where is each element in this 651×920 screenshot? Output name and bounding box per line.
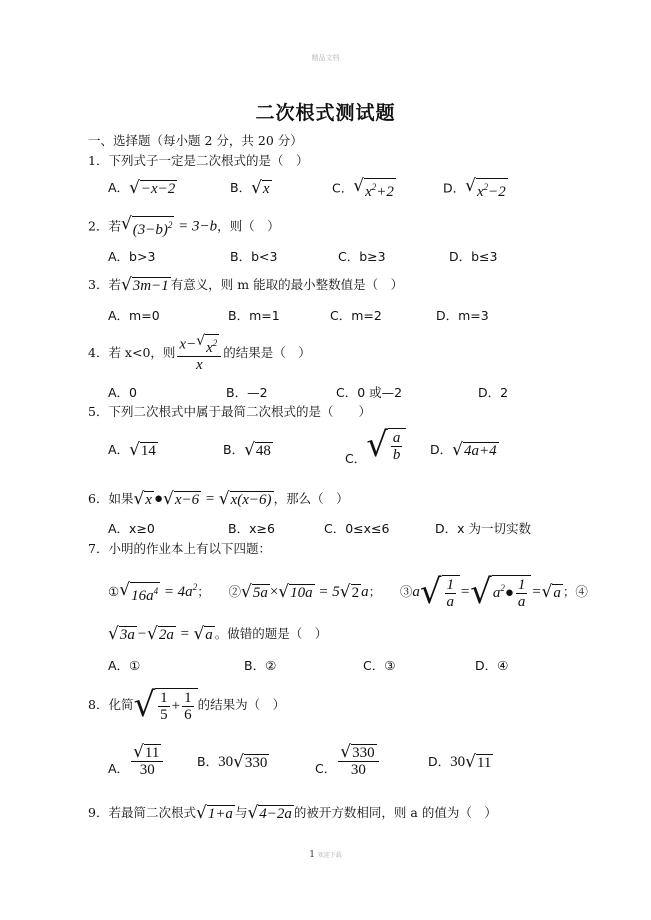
q7-statements: ① √ $16a^4$ = $4a^2$； ② √ 5a × √ 10a = 5 √ 2 a； ③a √ $\frac{1}{a}$ = √ $a^2●$ $\frac{1}{a}$ = √ a ；④ bbox=[108, 572, 588, 612]
page-title: 二次根式测试题 bbox=[255, 102, 396, 124]
q1-option-b: B． √ x bbox=[230, 178, 270, 198]
footer-note: 欢迎下载 bbox=[317, 852, 342, 859]
q6-option-b: B．x≥6 bbox=[228, 521, 275, 536]
q6-option-c: C．0≤x≤6 bbox=[324, 521, 390, 536]
q5-option-c: C． √ $\frac{a}{b}$ bbox=[345, 428, 406, 463]
question-2-stem: 2．若 √ $(3-b)^2$ = 3−b，则（ ） bbox=[88, 214, 280, 238]
q8-option-a: A． √ 11 30 bbox=[108, 744, 165, 778]
q5-option-a: A． √ 14 bbox=[108, 440, 156, 460]
question-1-stem: 1．下列式子一定是二次根式的是（ ） bbox=[88, 153, 309, 168]
q5-option-b: B． √ 48 bbox=[223, 440, 271, 460]
header-note: 精品文档 bbox=[311, 54, 340, 62]
q4-option-a: A．0 bbox=[108, 385, 138, 400]
question-9-stem: 9．若最简二次根式 √ 1+a 与 √ 4−2a 的被开方数相同，则 a 的值为（ ） bbox=[88, 803, 497, 823]
q2-option-a: A．b>3 bbox=[108, 249, 156, 264]
q8-option-c: C． √ 330 30 bbox=[315, 744, 381, 778]
q1-option-c: C． √ $x^2+2$ bbox=[332, 176, 394, 200]
q7-statement-4: √ 3a − √ 2a = √ a 。做错的题是（ ） bbox=[108, 624, 328, 644]
q7-option-b: B．② bbox=[244, 658, 277, 673]
q8-option-d: D．30 √ 11 bbox=[428, 752, 492, 772]
q7-option-c: C．③ bbox=[363, 658, 396, 673]
q4-option-c: C．0 或—2 bbox=[336, 385, 403, 400]
q3-option-c: C．m=2 bbox=[330, 308, 382, 323]
q8-option-b: B．30 √ 330 bbox=[197, 752, 268, 772]
q7-option-a: A．① bbox=[108, 658, 141, 673]
q2-option-d: D．b≤3 bbox=[449, 249, 498, 264]
q3-option-a: A．m=0 bbox=[108, 308, 160, 323]
q2-option-b: B．b<3 bbox=[230, 249, 278, 264]
question-3-stem: 3．若 √ 3m−1 有意义，则 m 能取的最小整数值是（ ） bbox=[88, 275, 404, 295]
question-6-stem: 6．如果 √ x ● √ x−6 = √ x(x−6) ，那么（ ） bbox=[88, 489, 349, 509]
q6-option-d: D．x 为一切实数 bbox=[435, 521, 531, 536]
q2-option-c: C．b≥3 bbox=[338, 249, 386, 264]
q1-option-a: A． √ −x−2 bbox=[108, 178, 176, 198]
question-5-stem: 5．下列二次根式中属于最简二次根式的是（ ） bbox=[88, 404, 371, 419]
question-8-stem: 8．化简 √ $\frac{1}{5}$ + $\frac{1}{6}$ 的结果为（ ） bbox=[88, 685, 286, 725]
question-7-stem: 7．小明的作业本上有以下四题： bbox=[88, 541, 271, 556]
q4-option-d: D．2 bbox=[478, 385, 509, 400]
q7-option-d: D．④ bbox=[475, 658, 509, 673]
page-number: 1 bbox=[309, 850, 315, 860]
q3-option-b: B．m=1 bbox=[228, 308, 280, 323]
q5-option-d: D． √ 4a+4 bbox=[430, 440, 497, 460]
page-footer bbox=[0, 850, 651, 860]
section-heading: 一、选择题（每小题 2 分，共 20 分） bbox=[88, 133, 303, 148]
q1-option-d: D． √ $x^2-2$ bbox=[443, 176, 506, 200]
q3-option-d: D．m=3 bbox=[436, 308, 489, 323]
question-4-stem: 4．若 x<0，则 x− √ $x^2$ x 的结果是（ ） bbox=[88, 333, 311, 373]
q6-option-a: A．x≥0 bbox=[108, 521, 155, 536]
q4-option-b: B．—2 bbox=[226, 385, 268, 400]
